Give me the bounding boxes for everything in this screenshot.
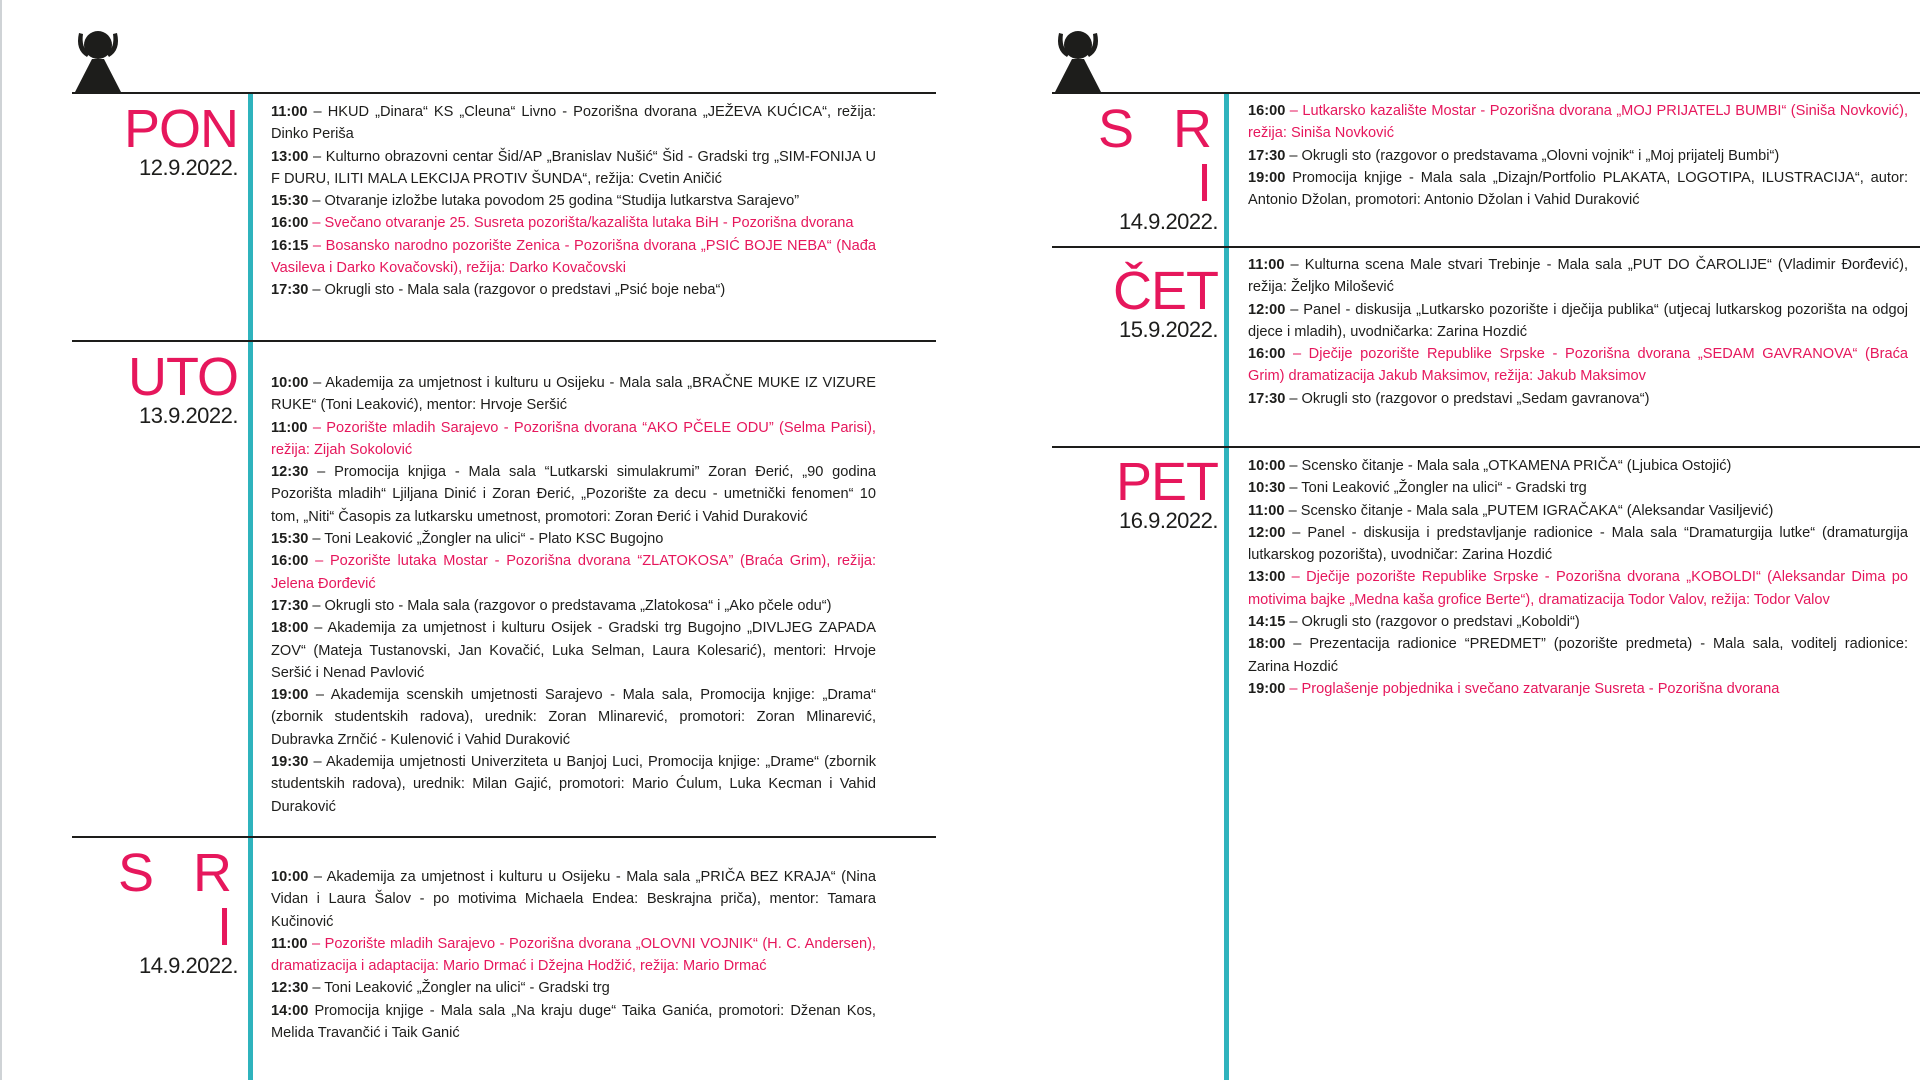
schedule-entry: [1248, 299, 1908, 344]
entry-text: – Akademija za umjetnost i kulturu Osijek - Gradski trg Bugojno „DIVLJEG ZAPADA ZOV“ (Mateja Tustanovski, Jan Kovačić, Luka Selman, Laura Kolesarić), mentori: Hrvoje Seršić i Nenad Pavlović: [271, 620, 876, 681]
schedule-entry-highlight: [1248, 100, 1908, 145]
schedule-entry: [271, 617, 876, 684]
entry-time: 13:00: [1248, 569, 1286, 586]
entry-text: – Akademija umjetnosti Univerziteta u Banjoj Luci, Promocija knjige: „Drame“ (zbornik studentskih radova), urednik: Milan Gajić, promotori: Mario Ćulum, Luka Kecman i Vahid Duraković: [271, 754, 876, 815]
entry-text: – Bosansko narodno pozorište Zenica - Pozorišna dvorana „PSIĆ BOJE NEBA“ (Nađa Vasileva i Darko Kovačovski), režija: Darko Kovačovski: [271, 237, 876, 277]
entry-text: – Otvaranje izložbe lutaka povodom 25 godina “Studija lutkarstva Sarajevo”: [308, 193, 800, 210]
schedule-entry-highlight: [1248, 343, 1908, 388]
entry-time: 12:00: [1248, 301, 1286, 318]
day-date: 15.9.2022.: [1119, 317, 1218, 342]
schedule-entry: [271, 372, 876, 417]
schedule-entry: [1248, 633, 1908, 678]
schedule-entry-highlight: [1248, 566, 1908, 611]
schedule-entry: [1248, 522, 1908, 567]
entry-time: 11:00: [271, 419, 308, 436]
entry-time: 14:00: [271, 1002, 309, 1019]
schedule-entry: [1248, 388, 1908, 410]
puppet-icon: [1052, 28, 1104, 94]
entry-text: – Panel - diskusija i predstavljanje radionice - Mala sala “Dramaturgija lutke“ (dramaturgija lutkarskog pozorišta), uvodničar: Zarina Hozdić: [1248, 524, 1908, 564]
entry-time: 16:00: [1248, 103, 1286, 119]
day-name: ČET: [1113, 261, 1218, 321]
schedule-entry-highlight: [271, 212, 876, 234]
entry-text: – Akademija za umjetnost i kulturu u Osijeku - Mala sala „PRIČA BEZ KRAJA“ (Nina Vidan i Laura Šalov - po motivima Michaela Endea: Beskrajna priča), mentor: Tamara Kučinović: [271, 869, 876, 930]
day-name: UTO: [127, 347, 238, 407]
entry-text: – Toni Leaković „Žongler na ulici“ - Gradski trg: [1285, 480, 1587, 497]
entry-time: 14:15: [1248, 614, 1286, 631]
entry-text: – Okrugli sto - Mala sala (razgovor o predstavi „Psić boje neba“): [308, 282, 726, 299]
entry-time: 19:30: [271, 754, 309, 771]
day-header-thu: [1052, 261, 1218, 342]
entry-time: 18:00: [271, 620, 309, 637]
day-name: S R I: [117, 843, 244, 957]
entry-time: 17:30: [271, 282, 309, 299]
entry-time: 10:00: [271, 869, 309, 885]
schedule-entry: [271, 866, 876, 933]
entry-text: – Kulturno obrazovni centar Šid/AP „Branislav Nušić“ Šid - Gradski trg „SIM-FONIJA U F DURU, ILITI MALA LEKCIJA PROTIV ŠUNDA“, režija: Cvetin Aničić: [271, 148, 876, 187]
entry-time: 12:00: [1248, 524, 1286, 541]
entry-text: – Toni Leaković „Žongler na ulici“ - Plato KSC Bugojno: [308, 531, 664, 548]
entry-time: 11:00: [1248, 257, 1285, 273]
schedule-entry: [1248, 611, 1908, 633]
entry-time: 17:30: [1248, 147, 1286, 164]
entry-text: – Proglašenje pobjednika i svečano zatvaranje Susreta - Pozorišna dvorana: [1285, 680, 1780, 697]
entry-text: – Okrugli sto (razgovor o predstavama „Olovni vojnik“ i „Moj prijatelj Bumbi“): [1285, 147, 1780, 164]
schedule-entry: [271, 595, 876, 617]
day-name: PON: [123, 99, 238, 159]
entry-text: – Scensko čitanje - Mala sala „PUTEM IGRAČAKA“ (Aleksandar Vasiljević): [1284, 502, 1774, 519]
entry-time: 10:00: [1248, 458, 1286, 474]
schedule-entry: [1248, 167, 1908, 212]
page-edge-line: [0, 0, 2, 1080]
entry-time: 17:30: [271, 597, 309, 614]
schedule-column-right: [1052, 0, 1920, 1080]
schedule-entry-highlight: [271, 235, 876, 280]
schedule-entry-highlight: [271, 550, 876, 595]
entry-text: Promocija knjige - Mala sala „Na kraju duge“ Taika Ganića, promotori: Dženan Kos, Melida Travančić i Taik Ganić: [271, 1002, 876, 1042]
entry-text: – Akademija za umjetnost i kulturu u Osijeku - Mala sala „BRAČNE MUKE IZ VIZURE RUKE“ (Toni Leaković), mentor: Hrvoje Seršić: [271, 375, 876, 414]
day-header-wed: [72, 843, 244, 978]
entry-text: – Okrugli sto - Mala sala (razgovor o predstavama „Zlatokosa“ i „Ako pčele odu“): [308, 597, 832, 614]
day-entries-wed: [271, 866, 876, 1044]
schedule-divider-vertical: [1224, 92, 1229, 1080]
day-name: S R I: [1097, 99, 1224, 213]
day-header-mon: [72, 99, 238, 180]
entry-text: – Panel - diskusija „Lutkarsko pozorište i dječija publika“ (utjecaj lutkarskog pozorišta na odgoj djece i mladih), uvodničarka: Zarina Hozdić: [1248, 301, 1908, 340]
entry-text: – Pozorište lutaka Mostar - Pozorišna dvorana “ZLATOKOSA” (Braća Grim), režija: Jelena Đorđević: [271, 553, 876, 592]
schedule-entry: [1248, 455, 1908, 477]
entry-text: – Lutkarsko kazalište Mostar - Pozorišna dvorana „MOJ PRIJATELJ BUMBI“ (Siniša Novković), režija: Siniša Novković: [1248, 103, 1908, 142]
entry-time: 10:30: [1248, 480, 1286, 497]
day-header-fri: [1052, 452, 1218, 533]
day-date: 13.9.2022.: [139, 403, 238, 428]
schedule-entry-highlight: [1248, 678, 1908, 700]
entry-text: – Pozorište mladih Sarajevo - Pozorišna dvorana “AKO PČELE ODU” (Selma Parisi), režija: Zijah Sokolović: [271, 419, 876, 458]
day-separator: [72, 92, 936, 94]
schedule-entry: [271, 101, 876, 146]
schedule-entry: [1248, 254, 1908, 299]
entry-time: 16:00: [271, 553, 309, 570]
day-date: 16.9.2022.: [1119, 508, 1218, 533]
entry-text: – HKUD „Dinara“ KS „Cleuna“ Livno - Pozorišna dvorana „JEŽEVA KUĆICA“, režija: Dinko Periša: [271, 104, 876, 143]
schedule-entry: [271, 528, 876, 550]
day-header-tue: [72, 347, 238, 428]
puppet-icon: [72, 28, 124, 94]
entry-time: 16:00: [271, 215, 309, 232]
schedule-entry: [271, 684, 876, 751]
schedule-entry: [271, 190, 876, 212]
entry-time: 15:30: [271, 531, 309, 548]
entry-text: – Scensko čitanje - Mala sala „OTKAMENA PRIČA“ (Ljubica Ostojić): [1285, 458, 1732, 474]
entry-text: – Prezentacija radionice “PREDMET” (pozorište predmeta) - Mala sala, voditelj radionice: Zarina Hozdić: [1248, 636, 1908, 675]
day-separator: [1052, 246, 1920, 248]
entry-text: – Pozorište mladih Sarajevo - Pozorišna dvorana „OLOVNI VOJNIK“ (H. C. Andersen), dramatizacija i adaptacija: Mario Drmać i Džejna Hodžić, režija: Mario Drmać: [271, 935, 876, 975]
day-separator: [72, 836, 936, 838]
entry-text: – Kulturna scena Male stvari Trebinje - Mala sala „PUT DO ČAROLIJE“ (Vladimir Đorđević), režija: Željko Milošević: [1248, 257, 1908, 296]
day-entries-thu: [1248, 254, 1908, 410]
entry-text: – Akademija scenskih umjetnosti Sarajevo - Mala sala, Promocija knjige: „Drama“ (zbornik studentskih radova), urednik: Zoran Mlinarević, promotori: Zoran Mlinarević, Dubravka Zrnčić - Kulenović i Vahid Duraković: [271, 687, 876, 748]
entry-time: 15:30: [271, 193, 309, 210]
schedule-entry: [271, 751, 876, 818]
day-separator: [72, 340, 936, 342]
entry-time: 10:00: [271, 375, 309, 391]
entry-time: 13:00: [271, 148, 309, 165]
day-date: 14.9.2022.: [1119, 209, 1218, 234]
schedule-column-left: [72, 0, 936, 1080]
schedule-entry: [271, 461, 876, 528]
entry-time: 12:30: [271, 980, 309, 997]
day-entries-wed: [1248, 100, 1908, 211]
entry-time: 18:00: [1248, 636, 1286, 653]
schedule-entry: [271, 977, 876, 999]
day-header-wed: [1052, 99, 1224, 234]
entry-text: Promocija knjige - Mala sala „Dizajn/Portfolio PLAKATA, LOGOTIPA, ILUSTRACIJA“, autor: Antonio Džolan, promotori: Antonio Džolan i Vahid Duraković: [1248, 169, 1908, 209]
entry-time: 19:00: [271, 687, 309, 704]
schedule-entry: [271, 146, 876, 191]
schedule-entry: [1248, 477, 1908, 499]
entry-text: – Okrugli sto (razgovor o predstavi „Koboldi“): [1285, 614, 1580, 631]
entry-text: – Okrugli sto (razgovor o predstavi „Sedam gavranova“): [1285, 390, 1650, 407]
day-date: 12.9.2022.: [139, 155, 238, 180]
entry-time: 11:00: [271, 935, 308, 952]
day-entries-fri: [1248, 455, 1908, 700]
entry-text: – Promocija knjiga - Mala sala “Lutkarski simulakrumi” Zoran Đerić, „90 godina Pozorišta mladih“ Ljiljana Dinić i Zoran Đerić, „Pozorište za decu - umetnički fenomen“ 10 tom, „Niti“ Časopis za lutkarsku umetnost, promotori: Zoran Đerić i Vahid Duraković: [271, 464, 876, 525]
entry-time: 16:00: [1248, 346, 1286, 363]
day-separator: [1052, 446, 1920, 448]
schedule-entry: [271, 279, 876, 301]
day-entries-tue: [271, 372, 876, 818]
schedule-entry-highlight: [271, 417, 876, 462]
entry-time: 11:00: [1248, 502, 1285, 519]
schedule-entry: [1248, 500, 1908, 522]
entry-time: 19:00: [1248, 680, 1286, 697]
schedule-divider-vertical: [248, 92, 253, 1080]
entry-time: 17:30: [1248, 390, 1286, 407]
entry-text: – Dječije pozorište Republike Srpske - Pozorišna dvorana „KOBOLDI“ (Aleksandar Dima po motivima bajke „Medna kaša grofice Berte“), dramatizacija Todor Valov, režija: Todor Valov: [1248, 569, 1908, 608]
schedule-entry: [271, 1000, 876, 1045]
schedule-entry: [1248, 145, 1908, 167]
entry-text: – Svečano otvaranje 25. Susreta pozorišta/kazališta lutaka BiH - Pozorišna dvorana: [308, 215, 854, 232]
entry-time: 16:15: [271, 237, 309, 254]
entry-time: 19:00: [1248, 169, 1286, 186]
day-separator: [1052, 92, 1920, 94]
day-name: PET: [1115, 452, 1218, 512]
entry-text: – Dječije pozorište Republike Srpske - Pozorišna dvorana „SEDAM GAVRANOVA“ (Braća Grim) dramatizacija Jakub Maksimov, režija: Jakub Maksimov: [1248, 346, 1908, 385]
day-entries-mon: [271, 101, 876, 302]
entry-text: – Toni Leaković „Žongler na ulici“ - Gradski trg: [308, 980, 610, 997]
schedule-entry-highlight: [271, 933, 876, 978]
entry-time: 12:30: [271, 464, 309, 481]
entry-time: 11:00: [271, 104, 308, 120]
day-date: 14.9.2022.: [139, 953, 238, 978]
